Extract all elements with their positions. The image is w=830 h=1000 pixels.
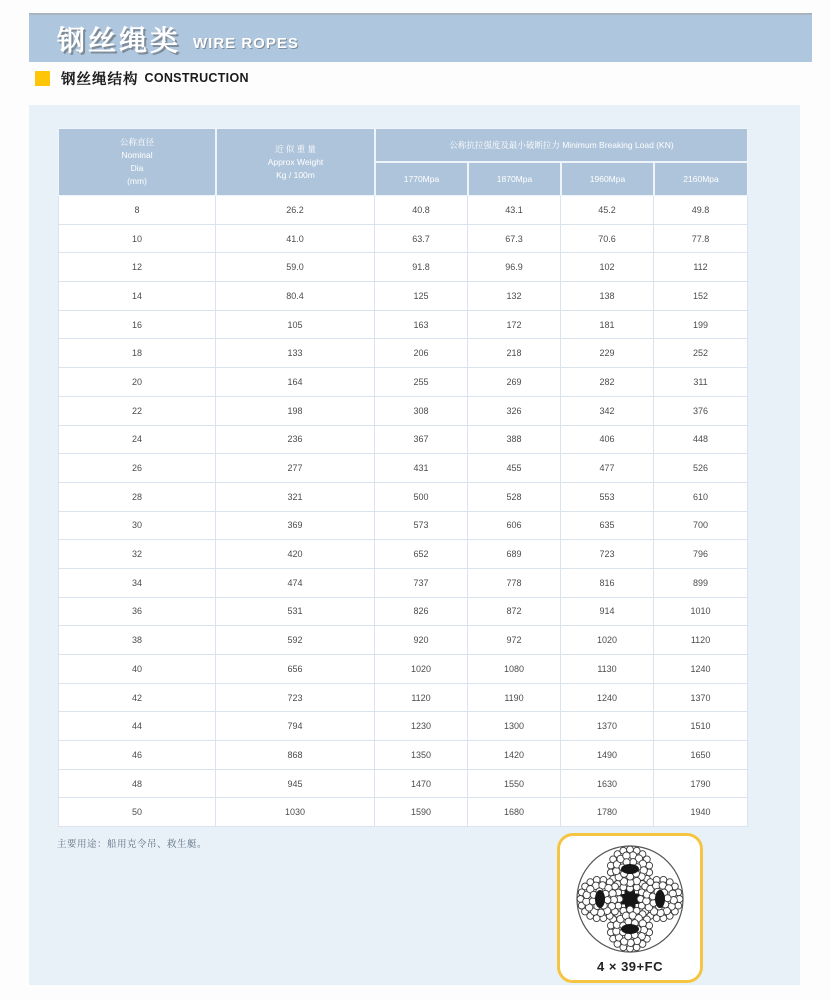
table-row — [58, 397, 748, 426]
table-cell: 1790 — [654, 770, 748, 799]
table-row — [58, 225, 748, 254]
table-cell: 406 — [561, 426, 654, 455]
table-cell: 1300 — [468, 712, 561, 741]
col-header-line: Kg / 100m — [276, 169, 315, 180]
table-cell: 22 — [58, 397, 216, 426]
table-cell: 20 — [58, 368, 216, 397]
col-header-line: 近 似 重 量 — [274, 143, 317, 154]
table-cell: 12 — [58, 253, 216, 282]
table-cell: 18 — [58, 339, 216, 368]
table-cell: 42 — [58, 684, 216, 713]
col-header-line: (mm) — [127, 176, 147, 186]
table-cell: 526 — [654, 454, 748, 483]
col-header-breaking-load: 公称抗拉强度及最小破断拉力 Minimum Breaking Load (KN) — [375, 128, 748, 162]
table-cell: 152 — [654, 282, 748, 311]
table-cell: 164 — [216, 368, 375, 397]
table-cell: 1350 — [375, 741, 468, 770]
table-row — [58, 368, 748, 397]
table-row — [58, 655, 748, 684]
table-cell: 70.6 — [561, 225, 654, 254]
table-cell: 723 — [216, 684, 375, 713]
table-cell: 1230 — [375, 712, 468, 741]
table-row — [58, 770, 748, 799]
rope-cross-section-icon — [560, 838, 700, 960]
table-cell: 96.9 — [468, 253, 561, 282]
table-cell: 972 — [468, 626, 561, 655]
table-header — [58, 128, 748, 196]
table-cell: 8 — [58, 196, 216, 225]
table-cell: 376 — [654, 397, 748, 426]
table-cell: 606 — [468, 512, 561, 541]
table-cell: 388 — [468, 426, 561, 455]
table-cell: 41.0 — [216, 225, 375, 254]
table-cell: 34 — [58, 569, 216, 598]
table-cell: 1370 — [561, 712, 654, 741]
section-title-en: CONSTRUCTION — [144, 71, 249, 85]
rope-illustration-box — [557, 833, 703, 983]
col-header-line: Approx Weight — [267, 156, 324, 167]
table-cell: 342 — [561, 397, 654, 426]
rope-construction-label: 4 × 39+FC — [597, 959, 663, 974]
table-cell: 132 — [468, 282, 561, 311]
table-cell: 1030 — [216, 798, 375, 827]
table-cell: 229 — [561, 339, 654, 368]
table-row — [58, 712, 748, 741]
table-cell: 32 — [58, 540, 216, 569]
table-cell: 1010 — [654, 598, 748, 627]
table-cell: 1130 — [561, 655, 654, 684]
col-header-grade-1960: 1960Mpa — [561, 162, 654, 196]
col-header-line: Dia — [130, 163, 144, 173]
col-header-grade-1870: 1870Mpa — [468, 162, 561, 196]
table-cell: 1470 — [375, 770, 468, 799]
table-cell: 63.7 — [375, 225, 468, 254]
content-panel — [29, 105, 800, 985]
table-row — [58, 569, 748, 598]
table-row — [58, 598, 748, 627]
table-cell: 38 — [58, 626, 216, 655]
table-cell: 794 — [216, 712, 375, 741]
table-cell: 252 — [654, 339, 748, 368]
section-header — [35, 68, 249, 88]
table-row — [58, 196, 748, 225]
table-row — [58, 339, 748, 368]
table-cell: 218 — [468, 339, 561, 368]
table-row — [58, 540, 748, 569]
table-cell: 321 — [216, 483, 375, 512]
table-cell: 553 — [561, 483, 654, 512]
table-cell: 67.3 — [468, 225, 561, 254]
table-cell: 255 — [375, 368, 468, 397]
table-cell: 326 — [468, 397, 561, 426]
table-cell: 91.8 — [375, 253, 468, 282]
table-cell: 172 — [468, 311, 561, 340]
table-cell: 1550 — [468, 770, 561, 799]
table-cell: 105 — [216, 311, 375, 340]
table-cell: 269 — [468, 368, 561, 397]
table-cell: 500 — [375, 483, 468, 512]
table-row — [58, 741, 748, 770]
table-cell: 945 — [216, 770, 375, 799]
table-cell: 573 — [375, 512, 468, 541]
table-row — [58, 253, 748, 282]
page-title-cn: 钢丝绳类 — [57, 24, 182, 56]
table-cell: 652 — [375, 540, 468, 569]
table-cell: 198 — [216, 397, 375, 426]
table-cell: 282 — [561, 368, 654, 397]
table-cell: 369 — [216, 512, 375, 541]
table-cell: 199 — [654, 311, 748, 340]
table-row — [58, 311, 748, 340]
table-cell: 448 — [654, 426, 748, 455]
table-row — [58, 512, 748, 541]
table-row — [58, 684, 748, 713]
table-row — [58, 798, 748, 827]
col-header-grade-2160: 2160Mpa — [654, 162, 748, 196]
table-cell: 102 — [561, 253, 654, 282]
table-cell: 367 — [375, 426, 468, 455]
table-cell: 40.8 — [375, 196, 468, 225]
col-header-grade-1770: 1770Mpa — [375, 162, 468, 196]
table-cell: 1240 — [654, 655, 748, 684]
table-cell: 737 — [375, 569, 468, 598]
table-cell: 77.8 — [654, 225, 748, 254]
table-cell: 1940 — [654, 798, 748, 827]
table-cell: 816 — [561, 569, 654, 598]
table-cell: 1370 — [654, 684, 748, 713]
table-row — [58, 282, 748, 311]
table-cell: 1650 — [654, 741, 748, 770]
page-header — [29, 13, 812, 62]
table-cell: 24 — [58, 426, 216, 455]
table-cell: 700 — [654, 512, 748, 541]
table-cell: 50 — [58, 798, 216, 827]
table-cell: 125 — [375, 282, 468, 311]
col-header-diameter — [58, 128, 216, 196]
table-cell: 308 — [375, 397, 468, 426]
table-row — [58, 426, 748, 455]
table-cell: 1190 — [468, 684, 561, 713]
table-cell: 1020 — [561, 626, 654, 655]
table-cell: 43.1 — [468, 196, 561, 225]
table-cell: 1680 — [468, 798, 561, 827]
table-cell: 420 — [216, 540, 375, 569]
table-cell: 14 — [58, 282, 216, 311]
table-cell: 36 — [58, 598, 216, 627]
table-cell: 1590 — [375, 798, 468, 827]
table-cell: 872 — [468, 598, 561, 627]
table-cell: 311 — [654, 368, 748, 397]
col-header-line: 公称直径 — [119, 137, 154, 147]
table-cell: 455 — [468, 454, 561, 483]
table-cell: 1120 — [654, 626, 748, 655]
table-cell: 49.8 — [654, 196, 748, 225]
col-header-line: Nominal — [121, 150, 153, 160]
yellow-square-bullet-icon — [35, 71, 50, 86]
table-cell: 868 — [216, 741, 375, 770]
table-cell: 1420 — [468, 741, 561, 770]
table-row — [58, 483, 748, 512]
page-title-en: WIRE ROPES — [193, 35, 299, 52]
table-cell: 26.2 — [216, 196, 375, 225]
table-cell: 914 — [561, 598, 654, 627]
table-cell: 899 — [654, 569, 748, 598]
table-cell: 44 — [58, 712, 216, 741]
table-cell: 46 — [58, 741, 216, 770]
table-cell: 610 — [654, 483, 748, 512]
table-cell: 26 — [58, 454, 216, 483]
usage-note: 主要用途：船用克令吊、救生艇。 — [57, 839, 208, 850]
table-cell: 635 — [561, 512, 654, 541]
table-cell: 431 — [375, 454, 468, 483]
table-cell: 1240 — [561, 684, 654, 713]
table-row — [58, 626, 748, 655]
table-cell: 723 — [561, 540, 654, 569]
table-cell: 236 — [216, 426, 375, 455]
table-cell: 656 — [216, 655, 375, 684]
table-cell: 1080 — [468, 655, 561, 684]
table-cell: 28 — [58, 483, 216, 512]
table-cell: 778 — [468, 569, 561, 598]
table-cell: 531 — [216, 598, 375, 627]
table-cell: 138 — [561, 282, 654, 311]
table-cell: 59.0 — [216, 253, 375, 282]
table-cell: 1120 — [375, 684, 468, 713]
table-cell: 1780 — [561, 798, 654, 827]
table-cell: 474 — [216, 569, 375, 598]
table-cell: 689 — [468, 540, 561, 569]
table-cell: 45.2 — [561, 196, 654, 225]
table-cell: 796 — [654, 540, 748, 569]
table-cell: 920 — [375, 626, 468, 655]
table-cell: 48 — [58, 770, 216, 799]
section-title-cn: 钢丝绳结构 — [61, 71, 139, 88]
table-cell: 1490 — [561, 741, 654, 770]
table-cell: 477 — [561, 454, 654, 483]
col-header-weight — [216, 128, 375, 196]
table-cell: 1630 — [561, 770, 654, 799]
table-cell: 80.4 — [216, 282, 375, 311]
table-cell: 592 — [216, 626, 375, 655]
spec-table — [58, 128, 748, 827]
table-cell: 112 — [654, 253, 748, 282]
table-cell: 826 — [375, 598, 468, 627]
table-cell: 528 — [468, 483, 561, 512]
table-cell: 30 — [58, 512, 216, 541]
table-cell: 1510 — [654, 712, 748, 741]
table-row — [58, 454, 748, 483]
table-cell: 277 — [216, 454, 375, 483]
table-cell: 10 — [58, 225, 216, 254]
table-cell: 40 — [58, 655, 216, 684]
table-cell: 206 — [375, 339, 468, 368]
table-body — [58, 196, 748, 827]
table-cell: 16 — [58, 311, 216, 340]
table-cell: 181 — [561, 311, 654, 340]
table-cell: 163 — [375, 311, 468, 340]
table-cell: 133 — [216, 339, 375, 368]
table-cell: 1020 — [375, 655, 468, 684]
